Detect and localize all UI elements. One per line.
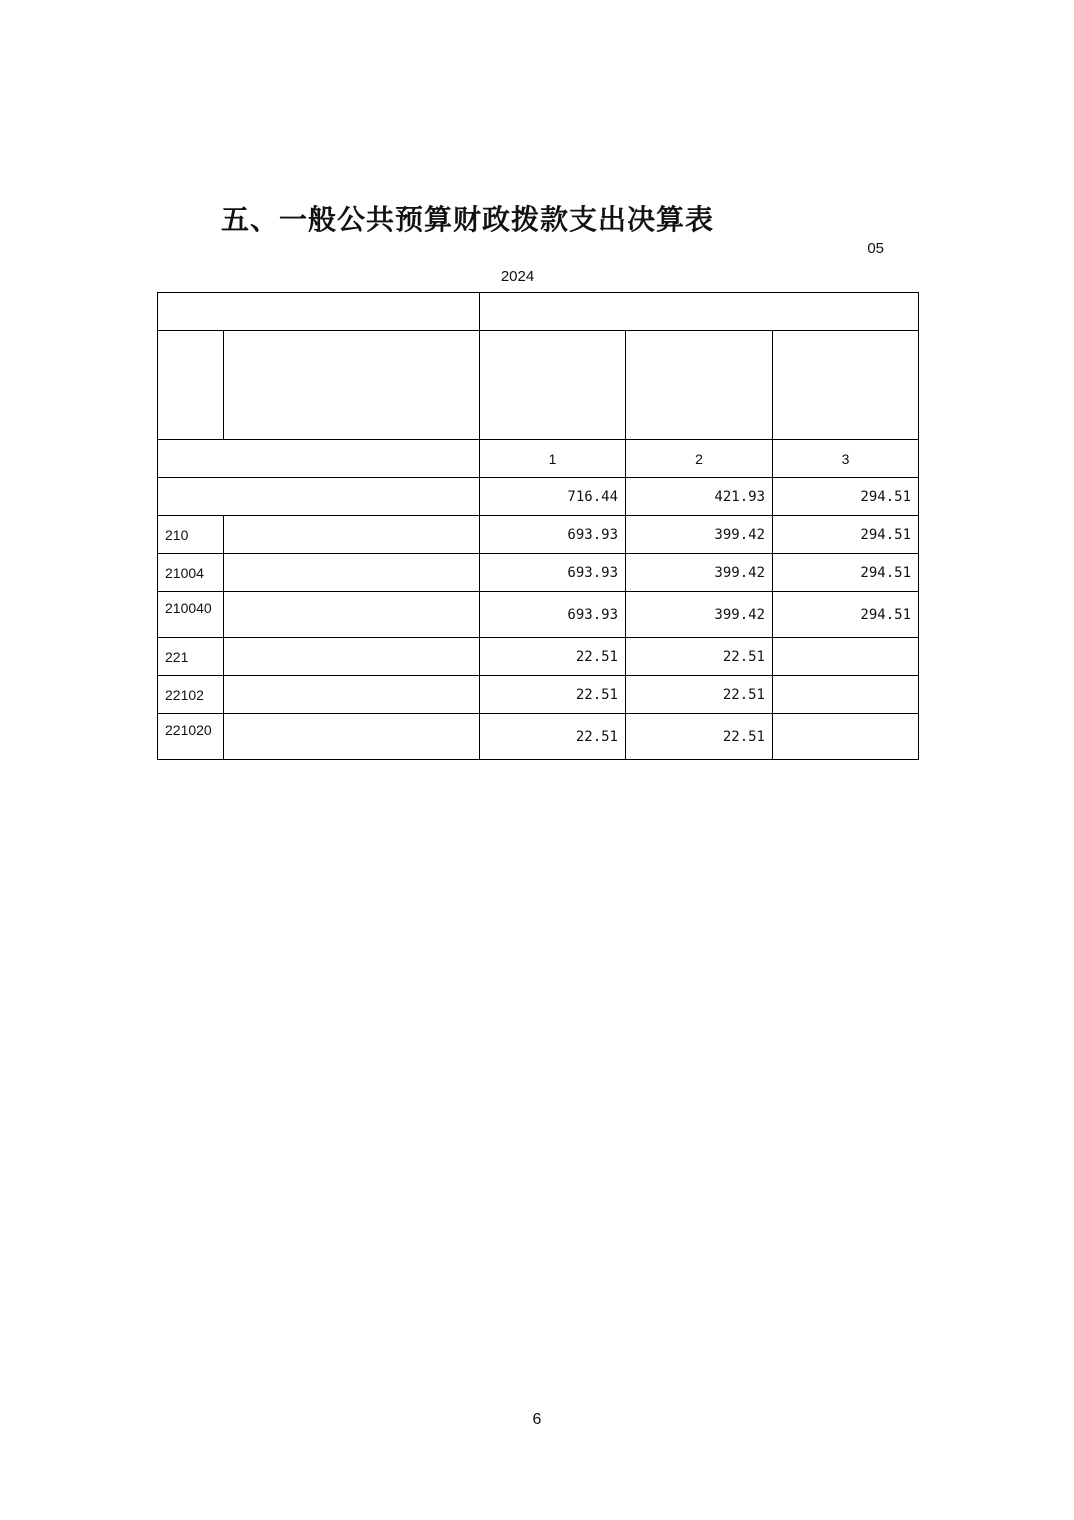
header-basic-cell [626,331,773,440]
table-row [158,638,919,676]
amount-value [773,638,919,676]
amount-value [773,676,919,714]
page-number: 6 [532,1411,542,1428]
table-row [158,516,919,554]
amount-value: 22.51 [626,638,773,676]
table-row [158,714,919,760]
column-index: 1 [480,440,626,478]
column-index: 3 [773,440,919,478]
total-row [158,478,919,516]
header-row-detail [158,331,919,440]
header-name-cell [224,331,480,440]
form-code: 05 [867,240,884,257]
subject-code: 210 [158,516,224,554]
header-code-cell [158,331,224,440]
report-year: 2024 [500,268,535,285]
amount-value: 399.42 [626,516,773,554]
amount-value: 399.42 [626,554,773,592]
table-row [158,554,919,592]
amount-value: 294.51 [773,592,919,638]
amount-value: 399.42 [626,592,773,638]
subject-name [224,676,480,714]
subject-code: 22102 [158,676,224,714]
subject-code: 221 [158,638,224,676]
total-value: 294.51 [773,478,919,516]
amount-value: 294.51 [773,516,919,554]
header-row-group [158,293,919,331]
column-index-row [158,440,919,478]
subject-code: 210040 [158,592,224,638]
header-category-cell [158,293,480,331]
amount-value: 22.51 [480,676,626,714]
amount-value [773,714,919,760]
amount-value: 22.51 [626,676,773,714]
amount-value: 693.93 [480,592,626,638]
subject-name [224,638,480,676]
subject-code: 21004 [158,554,224,592]
column-index: 2 [626,440,773,478]
header-total-cell [480,331,626,440]
expenditure-table [157,292,919,760]
subject-name [224,714,480,760]
index-label-cell [158,440,480,478]
table-row [158,592,919,638]
subject-code: 221020 [158,714,224,760]
amount-value: 693.93 [480,516,626,554]
page-title: 五、一般公共预算财政拨款支出决算表 [221,203,715,236]
amount-value: 22.51 [480,714,626,760]
header-amount-cell [480,293,919,331]
amount-value: 294.51 [773,554,919,592]
total-value: 421.93 [626,478,773,516]
total-value: 716.44 [480,478,626,516]
subject-name [224,554,480,592]
header-project-cell [773,331,919,440]
amount-value: 22.51 [480,638,626,676]
subject-name [224,592,480,638]
table-row [158,676,919,714]
amount-value: 693.93 [480,554,626,592]
subject-name [224,516,480,554]
amount-value: 22.51 [626,714,773,760]
total-label-cell [158,478,480,516]
